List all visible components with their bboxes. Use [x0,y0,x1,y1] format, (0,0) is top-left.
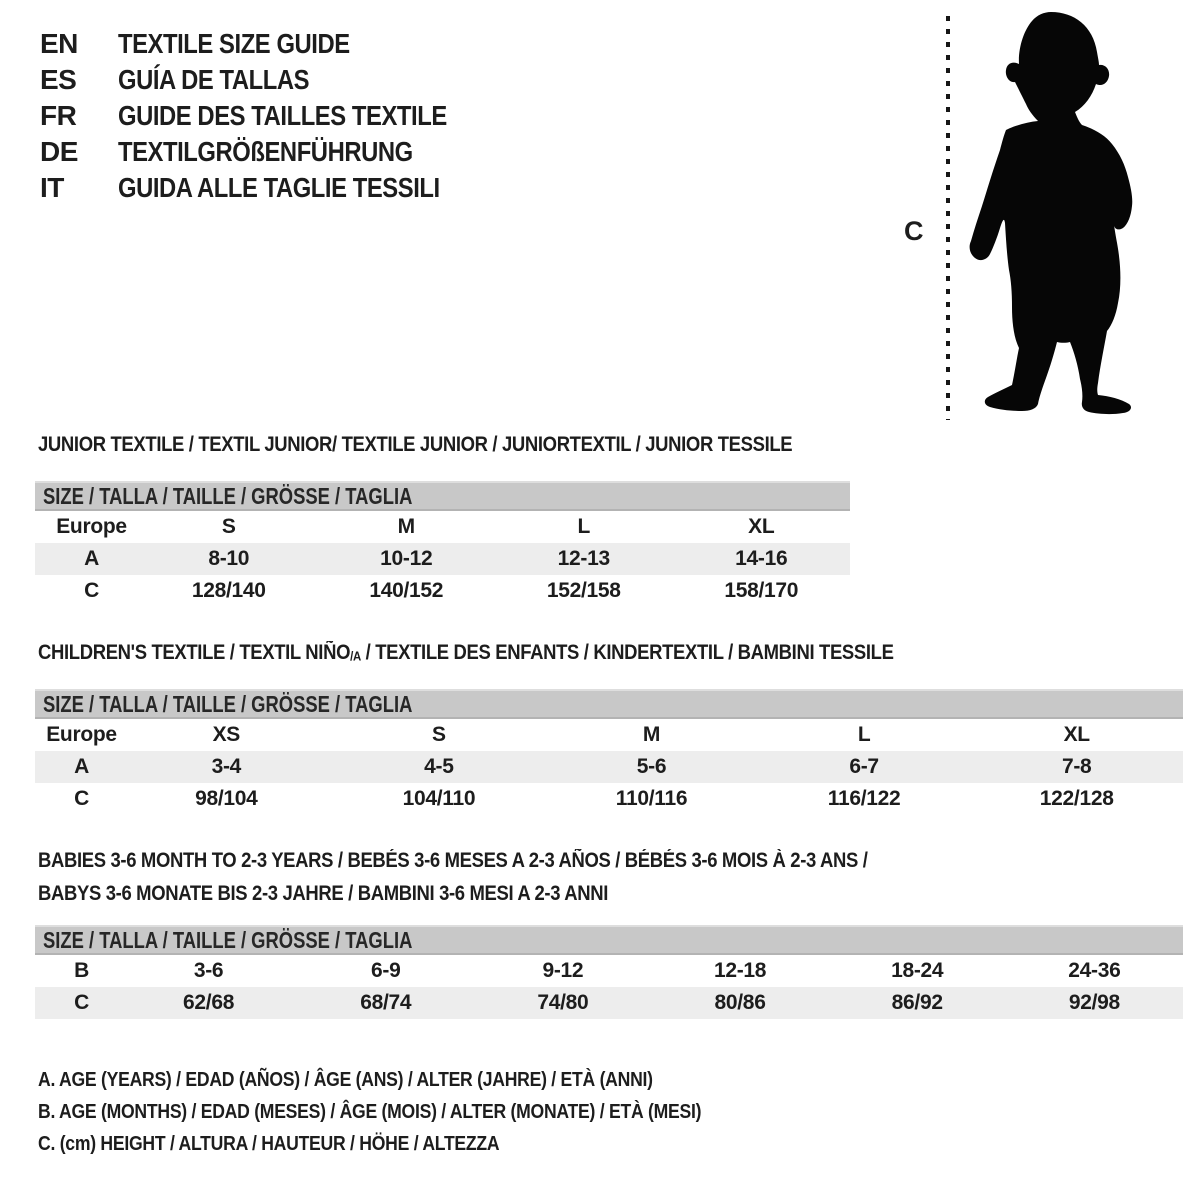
cell: 158/170 [724,579,799,602]
cell: 92/98 [1068,991,1120,1014]
legend-line-a: A. AGE (YEARS) / EDAD (AÑOS) / ÂGE (ANS) / ALTER (JAHRE) / ETÀ (ANNI) [38,1069,653,1091]
language-row-it [40,170,505,206]
table-header-row [35,511,850,543]
size-col-header: XS [212,723,240,746]
table-row-height [35,783,1183,815]
page-title-de: TEXTILGRÖßENFÜHRUNG [118,136,413,167]
cell: 152/158 [546,579,621,602]
cell: 68/74 [360,991,412,1014]
size-col-header: S [432,723,446,746]
cell: 140/152 [369,579,444,602]
junior-table-box [35,481,850,607]
cell: 80/86 [714,991,766,1014]
cell: 104/110 [402,787,476,810]
nino-a-subscript: /A [350,648,361,664]
cell: 12-13 [557,547,610,570]
table-row-age-months [35,955,1183,987]
page-title-it: GUIDA ALLE TAGLIE TESSILI [118,172,440,203]
cell: 98/104 [195,787,258,810]
height-measure-dotted-line [946,16,950,420]
size-col-header: XL [748,515,775,538]
page-title-es: GUÍA DE TALLAS [118,64,310,95]
cell: 116/122 [827,787,901,810]
table-row-age [35,751,1183,783]
section-heading-children: CHILDREN'S TEXTILE / TEXTIL NIÑO/A / TEXTILE DES ENFANTS / KINDERTEXTIL / BAMBINI TESSILE [38,641,894,664]
toddler-silhouette-icon [962,8,1167,423]
page-title-fr: GUIDE DES TAILLES TEXTILE [118,100,447,131]
cell: 12-18 [713,959,767,982]
size-col-header: L [857,723,871,746]
cell: 128/140 [191,579,266,602]
size-col-header: XL [1063,723,1090,746]
children-size-table [35,719,1183,815]
cell: 122/128 [1039,787,1114,810]
junior-size-table [35,511,850,607]
cell: 14-16 [735,547,788,570]
size-col-header: M [397,515,415,538]
cell: 9-12 [542,959,584,982]
language-title-block [40,26,505,206]
cell: 18-24 [891,959,944,982]
cell: 7-8 [1061,755,1092,778]
height-measure-label: C [904,216,924,246]
cell: 8-10 [208,547,250,570]
language-code: ES [40,64,77,95]
cell: 24-36 [1068,959,1121,982]
cell: 74/80 [537,991,589,1014]
page-title: TEXTILE SIZE GUIDE [118,28,350,59]
language-row-de [40,134,505,170]
cell: 62/68 [183,991,235,1014]
table-row-height [35,987,1183,1019]
children-table-box [35,689,1183,815]
language-code: IT [40,172,64,203]
size-header-bar: SIZE / TALLA / TAILLE / GRÖSSE / TAGLIA [35,481,850,511]
cell: 5-6 [636,755,667,778]
section-heading-junior: JUNIOR TEXTILE / TEXTIL JUNIOR/ TEXTILE JUNIOR / JUNIORTEXTIL / JUNIOR TESSILE [38,433,793,456]
language-code: EN [40,28,78,59]
region-label: Europe [46,723,117,746]
language-code: DE [40,136,78,167]
language-row-fr [40,98,505,134]
row-label: A [74,755,89,778]
legend-block [38,1064,792,1160]
cell: 3-6 [193,959,224,982]
size-header-bar: SIZE / TALLA / TAILLE / GRÖSSE / TAGLIA [35,689,1183,719]
cell: 4-5 [424,755,454,778]
table-header-row [35,719,1183,751]
language-code: FR [40,100,77,131]
region-label: Europe [56,515,127,538]
size-col-header: S [221,515,236,538]
table-row-height [35,575,850,607]
language-row-en [40,26,505,62]
row-label: C [74,787,89,810]
cell: 6-7 [849,755,879,778]
section-heading-babies: BABIES 3-6 MONTH TO 2-3 YEARS / BEBÉS 3-6 MESES A 2-3 AÑOS / BÉBÉS 3-6 MOIS À 2-3 ANS / BABYS 3-6 MONATE BIS 2-3 JAHRE / BAMBINI 3-6 MESI A 2-3 ANNI [38,849,868,905]
babies-size-table [35,955,1183,1019]
size-col-header: L [577,515,591,538]
table-row-age [35,543,850,575]
legend-line-c: C. (cm) HEIGHT / ALTURA / HAUTEUR / HÖHE / ALTEZZA [38,1133,500,1155]
legend-line-b: B. AGE (MONTHS) / EDAD (MESES) / ÂGE (MOIS) / ALTER (MONATE) / ETÀ (MESI) [38,1101,702,1123]
babies-table-box [35,925,1183,1019]
language-row-es [40,62,505,98]
row-label: C [84,579,99,602]
row-label: C [74,991,89,1014]
row-label: B [74,959,89,982]
row-label: A [84,547,99,570]
cell: 110/116 [615,787,688,810]
cell: 3-4 [211,755,242,778]
cell: 86/92 [891,991,943,1014]
cell: 10-12 [380,547,433,570]
cell: 6-9 [371,959,401,982]
size-header-bar: SIZE / TALLA / TAILLE / GRÖSSE / TAGLIA [35,925,1183,955]
size-col-header: M [642,723,661,746]
